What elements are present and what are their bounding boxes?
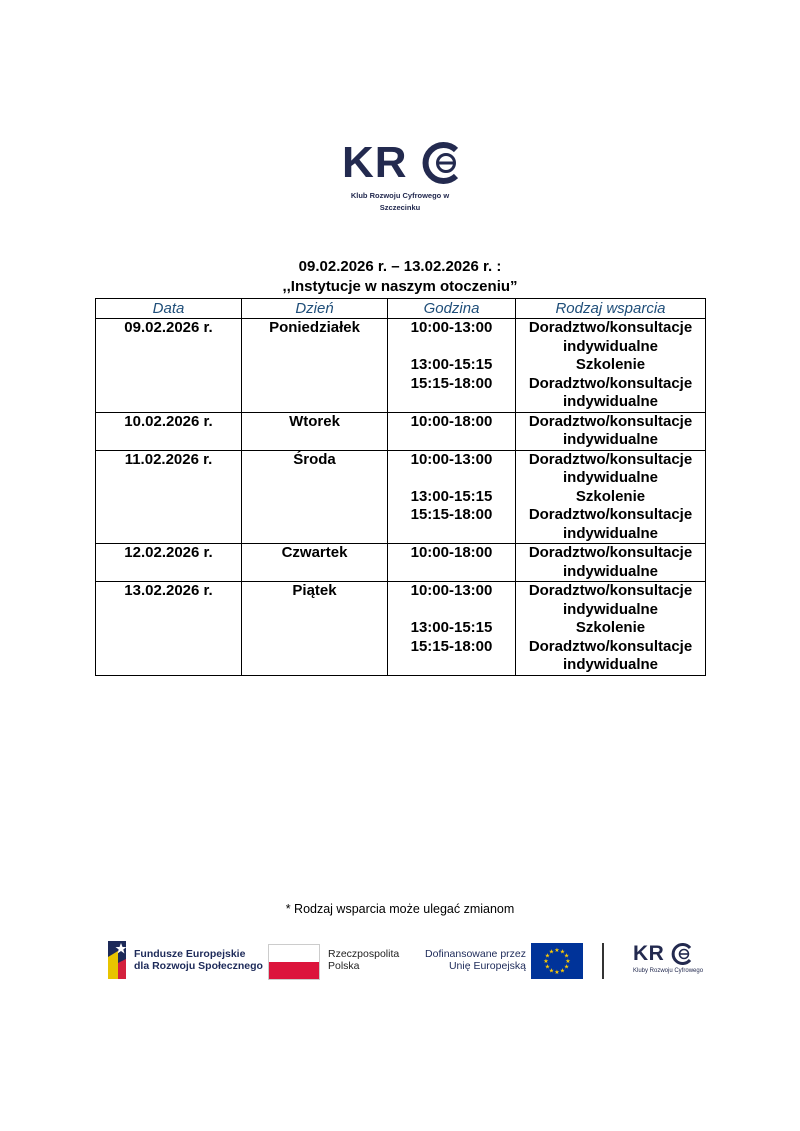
eu-star: ★ xyxy=(544,964,551,971)
time-slot: 13:00-15:15 xyxy=(410,619,493,636)
footnote: * Rodzaj wsparcia może ulegać zmianom xyxy=(285,902,515,916)
cell-support-type xyxy=(516,450,706,544)
eu-star: ★ xyxy=(554,948,560,955)
cell-time xyxy=(388,544,516,582)
cell-time xyxy=(388,450,516,544)
support-type-text: Doradztwo/konsultacje xyxy=(528,374,693,392)
support-type-text: indywidualne xyxy=(562,656,658,673)
support-type-text: Doradztwo/konsultacje xyxy=(528,544,693,561)
support-type-text: Szkolenie xyxy=(575,619,646,636)
cell-day: Piątek xyxy=(242,582,388,676)
eu-star: ★ xyxy=(559,949,566,956)
support-type-text: indywidualne xyxy=(562,431,658,448)
pl-line1: Rzeczpospolita xyxy=(328,948,400,960)
header-support-type: Rodzaj wsparcia xyxy=(516,299,706,319)
krc-logo xyxy=(340,138,465,218)
krc-small-letters: KR xyxy=(633,942,665,965)
eu-line1: Dofinansowane przez xyxy=(425,948,526,960)
cell-time xyxy=(388,319,516,413)
time-slot: 13:00-15:15 xyxy=(410,487,493,505)
cell-date: 09.02.2026 r. xyxy=(96,319,242,413)
schedule-date-range: 09.02.2026 r. – 13.02.2026 r. : xyxy=(298,258,502,275)
cell-day: Poniedziałek xyxy=(242,319,388,413)
eu-line2: Unię Europejską xyxy=(448,960,526,972)
time-slot: 13:00-15:15 xyxy=(410,356,493,373)
support-type-text: Doradztwo/konsultacje xyxy=(528,582,693,599)
cell-time xyxy=(388,412,516,450)
time-slot: 15:15-18:00 xyxy=(410,374,493,392)
poland-flag-icon xyxy=(268,944,320,980)
eu-star: ★ xyxy=(554,970,560,977)
schedule-table xyxy=(95,298,706,676)
funding-logos-bar xyxy=(100,935,704,985)
eu-star: ★ xyxy=(548,949,555,956)
support-type-text: indywidualne xyxy=(562,469,658,486)
time-slot: 10:00-13:00 xyxy=(410,582,493,599)
eu-star: ★ xyxy=(565,959,571,966)
support-type-text: Doradztwo/konsultacje xyxy=(528,412,693,430)
pl-line2: Polska xyxy=(328,960,360,972)
support-type-text: indywidualne xyxy=(562,393,658,410)
cell-support-type xyxy=(516,582,706,676)
cell-date: 12.02.2026 r. xyxy=(96,544,242,582)
eu-star: ★ xyxy=(563,953,570,960)
eu-flag-icon xyxy=(531,943,583,979)
support-type-text: indywidualne xyxy=(562,337,658,355)
eu-cofunding-label xyxy=(412,948,526,972)
krc-small-logo xyxy=(633,942,703,982)
support-type-text: Doradztwo/konsultacje xyxy=(528,450,693,468)
schedule-topic: ,,Instytucje w naszym otoczeniu” xyxy=(282,278,518,295)
cell-day: Czwartek xyxy=(242,544,388,582)
cell-support-type xyxy=(516,319,706,413)
cell-day: Wtorek xyxy=(242,412,388,450)
cell-support-type xyxy=(516,544,706,582)
fe-line1: Fundusze Europejskie xyxy=(134,948,246,960)
logo-caption-line2: Szczecinku xyxy=(379,203,421,212)
rzeczpospolita-label xyxy=(328,948,399,972)
krc-small-caption: Kluby Rozwoju Cyfrowego xyxy=(633,968,704,974)
eu-star: ★ xyxy=(563,964,570,971)
header-time: Godzina xyxy=(388,299,516,319)
table-row xyxy=(96,412,706,450)
logo-letters: KR xyxy=(342,138,408,187)
table-row xyxy=(96,450,706,544)
time-slot: 15:15-18:00 xyxy=(410,637,493,655)
eu-star: ★ xyxy=(544,953,551,960)
cell-date: 10.02.2026 r. xyxy=(96,412,242,450)
support-type-text: Szkolenie xyxy=(575,487,646,505)
eu-star: ★ xyxy=(559,968,566,975)
fe-line2: dla Rozwoju Społecznego xyxy=(134,960,263,972)
fundusze-europejskie-icon xyxy=(104,937,130,983)
time-slot: 10:00-18:00 xyxy=(410,412,493,430)
cell-date: 13.02.2026 r. xyxy=(96,582,242,676)
support-type-text: indywidualne xyxy=(562,600,658,618)
support-type-text: Doradztwo/konsultacje xyxy=(528,319,693,336)
table-row xyxy=(96,582,706,676)
header-day: Dzień xyxy=(242,299,388,319)
krc-small-mark-icon xyxy=(671,943,693,965)
header-date: Data xyxy=(96,299,242,319)
support-type-text: indywidualne xyxy=(562,562,658,580)
support-type-text: Doradztwo/konsultacje xyxy=(528,637,693,655)
table-row xyxy=(96,544,706,582)
cell-support-type xyxy=(516,412,706,450)
table-row xyxy=(96,319,706,413)
cell-time xyxy=(388,582,516,676)
divider xyxy=(602,943,604,979)
cell-date: 11.02.2026 r. xyxy=(96,450,242,544)
table-header-row xyxy=(96,299,706,319)
time-slot: 10:00-18:00 xyxy=(410,544,493,561)
support-type-text: Szkolenie xyxy=(575,356,646,373)
eu-star: ★ xyxy=(548,968,555,975)
cell-day: Środa xyxy=(242,450,388,544)
support-type-text: Doradztwo/konsultacje xyxy=(528,506,693,523)
logo-caption-line1: Klub Rozwoju Cyfrowego w xyxy=(350,191,450,200)
time-slot: 10:00-13:00 xyxy=(410,450,493,468)
support-type-text: indywidualne xyxy=(562,524,658,542)
time-slot: 15:15-18:00 xyxy=(410,506,493,523)
time-slot: 10:00-13:00 xyxy=(410,319,493,336)
logo-caption xyxy=(340,190,460,214)
eu-star: ★ xyxy=(543,959,549,966)
fundusze-europejskie-label xyxy=(134,948,263,972)
logo-c-e-mark-icon xyxy=(422,141,462,185)
